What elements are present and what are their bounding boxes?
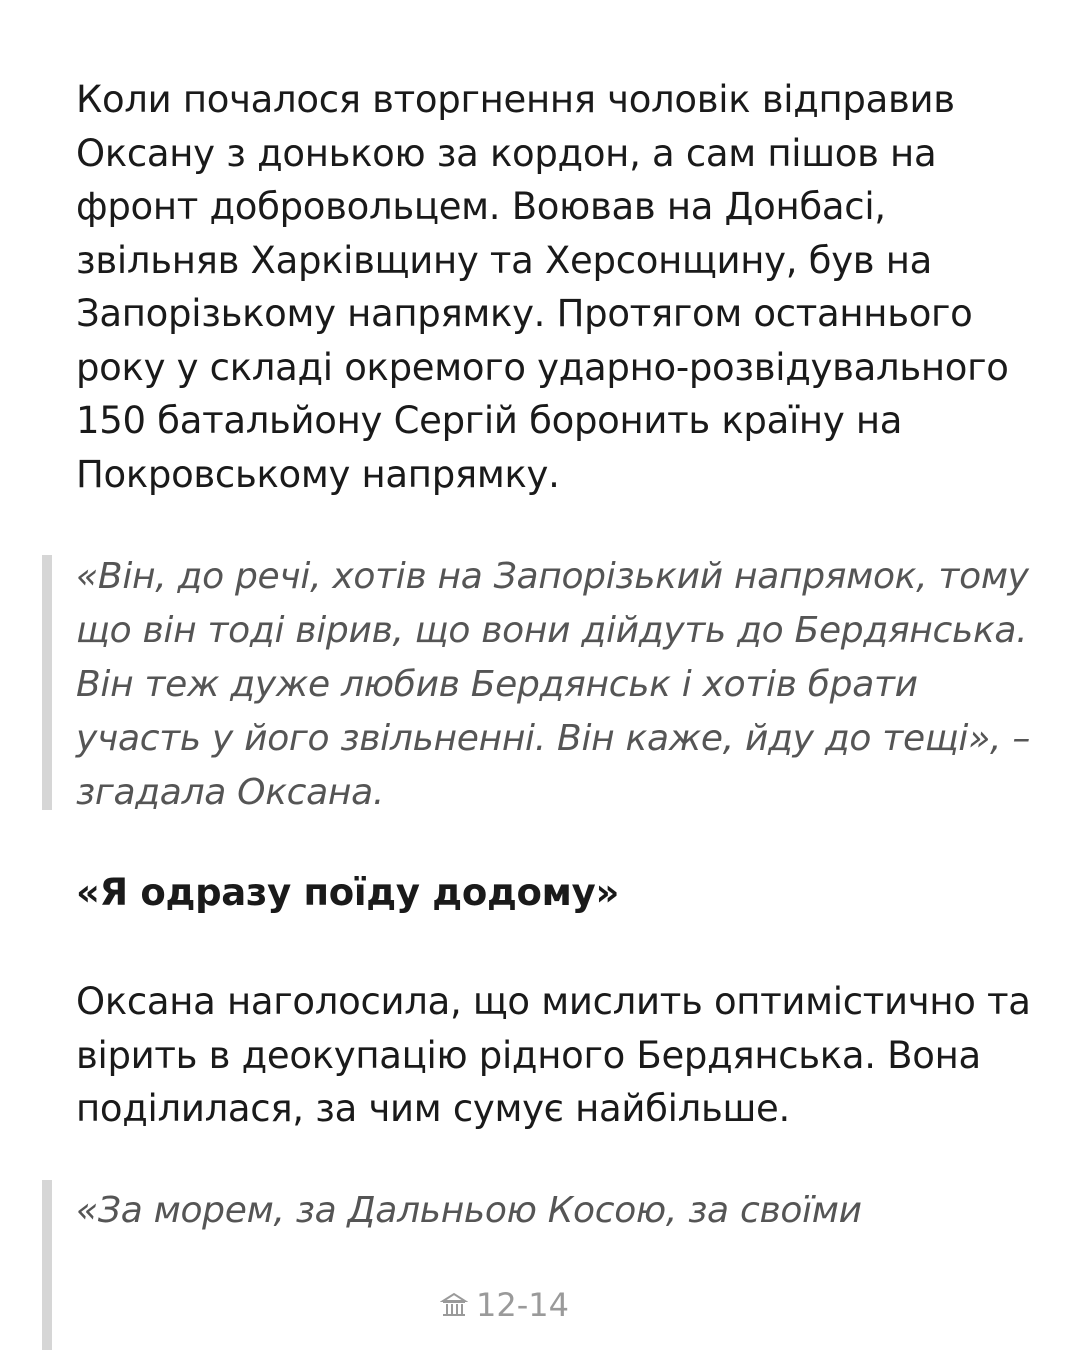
article-paragraph: Коли почалося вторгнення чоловік відправив Оксану з донькою за кордон, а сам пішов на фронт добровольцем. Воював на Донбасі, звільняв Харківщину та Херсонщину, був на Запорізькому напрямку. Протягом останнього року у складі окремого ударно-розвідувального 150 батальйону Сергій боронить країну на Покровському напрямку. xyxy=(76,78,1009,496)
page-indicator[interactable] xyxy=(440,1280,640,1330)
quote-bar xyxy=(42,1180,52,1350)
article-paragraph: Оксана наголосила, що мислить оптимістично та вірить в деокупацію рідного Бердянська. Вона поділилася, за чим сумує найбільше. xyxy=(76,980,1031,1130)
article-quote: «За морем, за Дальньою Косою, за своїми xyxy=(76,1190,862,1231)
library-building-icon xyxy=(440,1291,468,1319)
quote-bar xyxy=(42,555,52,810)
article-quote: «Він, до речі, хотів на Запорізький напрямок, тому що він тоді вірив, що вони дійдуть до Бердянська. Він теж дуже любив Бердянськ і хотів брати участь у його звільненні. Він каже, йду до тещі», – згадала Оксана. xyxy=(76,556,1031,813)
section-heading: «Я одразу поїду додому» xyxy=(76,871,620,914)
page-range: 12-14 xyxy=(476,1286,569,1324)
